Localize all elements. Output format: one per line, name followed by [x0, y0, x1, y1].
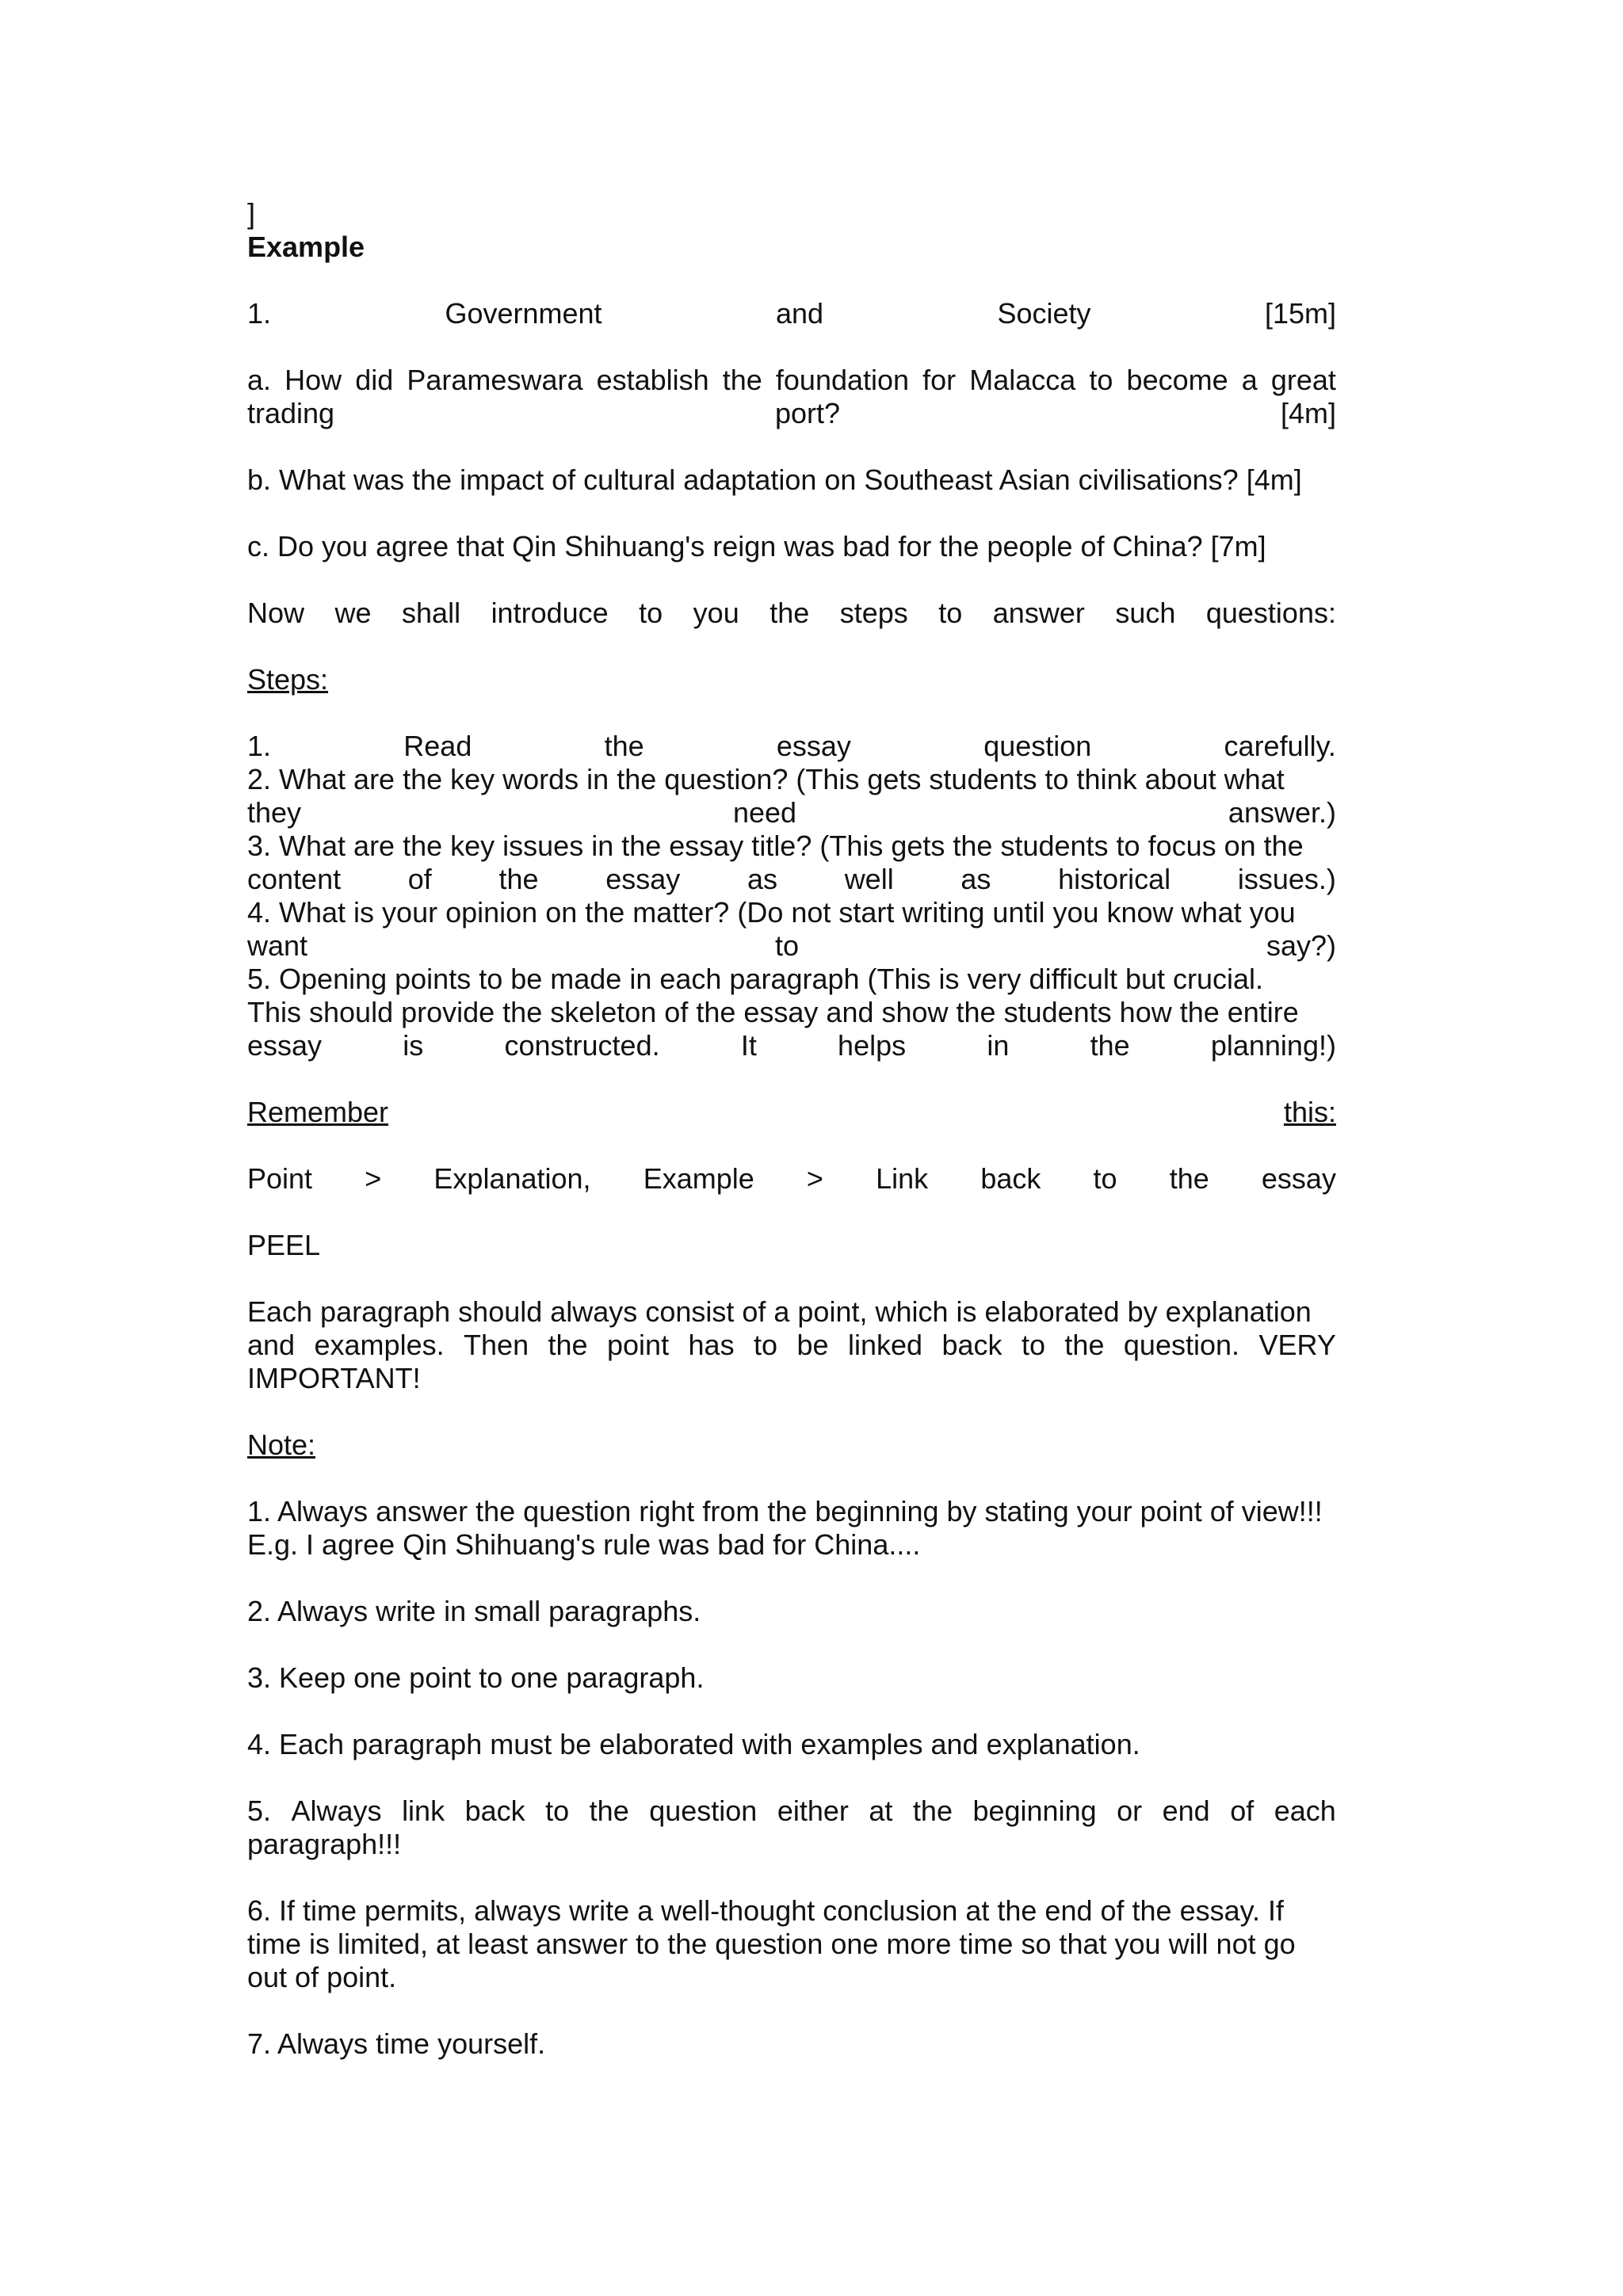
heading-example: Example [247, 231, 365, 263]
word: such [1115, 597, 1176, 629]
question-a-line-1 [247, 364, 1336, 397]
note-2: 2. Always write in small paragraphs. [247, 1595, 701, 1627]
word: a [1241, 364, 1258, 396]
note-5-line-1 [247, 1794, 1336, 1828]
word: Then [464, 1329, 529, 1361]
word: > [365, 1162, 382, 1195]
word: question. [1123, 1329, 1240, 1361]
step-4-line-2 [247, 929, 1336, 963]
word: to [1089, 364, 1113, 396]
word: to [774, 929, 800, 962]
word: you [693, 597, 739, 629]
word: 1. [247, 730, 272, 762]
word: back [941, 1329, 1002, 1361]
word: become [1126, 364, 1228, 396]
document-body [247, 197, 1336, 2061]
word: Malacca [969, 364, 1076, 396]
word: Always [291, 1794, 382, 1827]
word: this: [1283, 1096, 1336, 1128]
step-3-line-1: 3. What are the key issues in the essay title? (This gets the students to focus on the [247, 830, 1304, 862]
word: steps [839, 597, 908, 629]
note-heading: Note: [247, 1428, 316, 1461]
word: Government [445, 297, 602, 330]
remember-line [247, 1096, 1336, 1129]
word: or [1117, 1794, 1143, 1827]
question-c: c. Do you agree that Qin Shihuang's reign was bad for the people of China? [7m] [247, 530, 1266, 563]
word: either [777, 1794, 849, 1827]
word: to [754, 1329, 778, 1361]
word: to [938, 597, 963, 629]
word: essay [605, 863, 681, 895]
note-6-line-3: out of point. [247, 1961, 397, 1993]
word: at [869, 1794, 893, 1827]
word: Example [643, 1162, 754, 1195]
word: Link [876, 1162, 929, 1195]
paragraph-line-3: IMPORTANT! [247, 1362, 421, 1394]
paragraph-line-2 [247, 1329, 1336, 1362]
peel-label: PEEL [247, 1229, 321, 1261]
word: historical [1058, 863, 1171, 895]
word: beginning [972, 1794, 1097, 1827]
word: the [1064, 1329, 1105, 1361]
word: Remember [247, 1096, 389, 1128]
peel-structure-line [247, 1162, 1336, 1196]
word: a. [247, 364, 272, 396]
word: to [1093, 1162, 1117, 1195]
word: foundation [775, 364, 910, 396]
word: 1. [247, 297, 272, 330]
question-a-line-2 [247, 397, 1336, 430]
word: It [740, 1029, 757, 1062]
word: content [247, 863, 342, 895]
word: to [639, 597, 663, 629]
word: introduce [491, 597, 609, 629]
word: well [844, 863, 894, 895]
word: back [980, 1162, 1041, 1195]
step-5-line-1: 5. Opening points to be made in each paragraph (This is very difficult but crucial. [247, 963, 1264, 995]
word: did [355, 364, 394, 396]
note-4: 4. Each paragraph must be elaborated with examples and explanation. [247, 1728, 1140, 1760]
word: the [912, 1794, 953, 1827]
word: each [1274, 1794, 1336, 1827]
word: to [1021, 1329, 1045, 1361]
word: VERY [1258, 1329, 1336, 1361]
word: 5. [247, 1794, 272, 1827]
word: planning!) [1210, 1029, 1336, 1062]
word: question [983, 730, 1092, 762]
question-b: b. What was the impact of cultural adaptation on Southeast Asian civilisations? [4m] [247, 463, 1302, 496]
word: the [589, 1794, 629, 1827]
steps-heading: Steps: [247, 663, 329, 696]
word: end [1162, 1794, 1210, 1827]
note-3: 3. Keep one point to one paragraph. [247, 1661, 705, 1694]
word: is [403, 1029, 424, 1062]
step-2-line-1: 2. What are the key words in the question? (This gets students to think about what [247, 763, 1285, 795]
word: the [769, 597, 810, 629]
note-1-line-2: E.g. I agree Qin Shihuang's rule was bad for China.... [247, 1528, 921, 1561]
step-4-line-1: 4. What is your opinion on the matter? (Do not start writing until you know what you [247, 896, 1296, 929]
word: and [775, 297, 824, 330]
stray-bracket: ] [247, 197, 256, 230]
word: need [732, 796, 797, 829]
word: essay [776, 730, 851, 762]
word: of [1230, 1794, 1254, 1827]
word: [4m] [1280, 397, 1336, 429]
word: back [464, 1794, 525, 1827]
word: to [545, 1794, 570, 1827]
step-5-line-2: This should provide the skeleton of the essay and show the students how the entire [247, 996, 1299, 1028]
word: port? [775, 397, 841, 429]
question-heading [247, 297, 1336, 330]
step-5-line-3 [247, 1029, 1336, 1062]
word: has [688, 1329, 735, 1361]
word: great [1270, 364, 1336, 396]
word: Explanation, [433, 1162, 591, 1195]
word: essay [247, 1029, 323, 1062]
word: [15m] [1264, 297, 1336, 330]
word: as [747, 863, 777, 895]
paragraph-line-1: Each paragraph should always consist of a point, which is elaborated by explanation [247, 1295, 1312, 1328]
word: essay [1261, 1162, 1336, 1195]
word: trading [247, 397, 335, 429]
word: questions: [1205, 597, 1336, 629]
word: as [960, 863, 991, 895]
word: answer.) [1228, 796, 1336, 829]
word: link [402, 1794, 445, 1827]
word: the [604, 730, 644, 762]
note-1-line-1: 1. Always answer the question right from the beginning by stating your point of view!!! [247, 1495, 1323, 1527]
word: helps [838, 1029, 907, 1062]
note-5-line-2: paragraph!!! [247, 1828, 402, 1860]
word: linked [847, 1329, 923, 1361]
word: of [407, 863, 432, 895]
step-3-line-2 [247, 863, 1336, 896]
word: in [987, 1029, 1010, 1062]
word: we [334, 597, 372, 629]
word: examples. [314, 1329, 445, 1361]
step-1 [247, 730, 1336, 763]
word: they [247, 796, 302, 829]
intro-line [247, 597, 1336, 630]
word: Now [247, 597, 305, 629]
word: carefully. [1224, 730, 1336, 762]
word: the [548, 1329, 588, 1361]
word: How [285, 364, 342, 396]
word: want [247, 929, 308, 962]
word: the [498, 863, 539, 895]
note-7: 7. Always time yourself. [247, 2027, 546, 2060]
word: answer [992, 597, 1085, 629]
word: question [649, 1794, 758, 1827]
word: issues.) [1237, 863, 1336, 895]
word: establish [596, 364, 709, 396]
word: the [1090, 1029, 1130, 1062]
word: shall [402, 597, 461, 629]
word: point [607, 1329, 670, 1361]
word: the [722, 364, 762, 396]
word: for [922, 364, 957, 396]
word: say?) [1266, 929, 1336, 962]
word: Parameswara [407, 364, 583, 396]
note-6-line-2: time is limited, at least answer to the question one more time so that you will not go [247, 1928, 1296, 1960]
word: Point [247, 1162, 313, 1195]
note-6-line-1: 6. If time permits, always write a well-thought conclusion at the end of the essay. If [247, 1894, 1284, 1927]
word: constructed. [504, 1029, 660, 1062]
word: the [1169, 1162, 1209, 1195]
word: > [806, 1162, 823, 1195]
word: be [796, 1329, 829, 1361]
step-2-line-2 [247, 796, 1336, 830]
word: and [247, 1329, 296, 1361]
word: Society [997, 297, 1091, 330]
word: Read [403, 730, 472, 762]
